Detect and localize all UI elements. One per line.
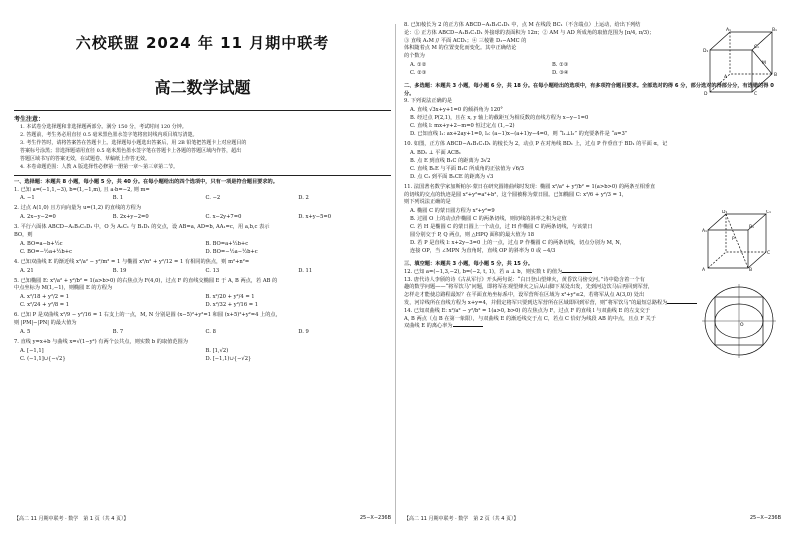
question-stem: 10. 如图，正方体 ABCD−A₁B₁C₁D₁ 的棱长为 2，动点 P 在对角线 BD₁ 上，过点 P 作垂直于 BD₁ 的平面 α，记 [404, 140, 668, 147]
option-B: B. 7 [112, 328, 124, 335]
cube-front-face [710, 50, 752, 92]
answer-blank-12[interactable] [562, 272, 592, 273]
option-B: B. BO=a+½b+c [205, 240, 249, 247]
option-C: C. x−2y+7=0 [205, 214, 242, 221]
question-stem: 3. 平行六面体 ABCD−A₁B₁C₁D₁ 中，O 为 A₁C₁ 与 B₁D₁ 的交点，设 AB=a, AD=b, AA₁=c，用 a,b,c 表示 [14, 224, 270, 231]
options [14, 347, 391, 363]
options [404, 61, 694, 77]
option-A: A. 2x−y−2=0 [20, 214, 56, 221]
question-6 [14, 312, 391, 339]
page-2-footer [404, 515, 781, 522]
option-D: D. [−1,1)∪{−√2} [205, 355, 252, 362]
question-2 [14, 205, 391, 224]
option-B: B. ①③ [552, 61, 569, 68]
svg-text:C₁: C₁ [766, 210, 771, 215]
question-line: A, B 两点（点 B 在第一象限），与双曲线 E 的渐近线交于点 C，若点 C 恰好为线段 AB 的中点，且点 F 关于 [404, 315, 656, 322]
spacer [14, 363, 391, 366]
question-line: 怎样走才能使总路程最短？在平面直角坐标系中，设军营所在区域为 x²+y²≤2，若将军从点 A(3,0) 处出 [404, 292, 645, 299]
question-stem: 中点坐标为 M(1,−1)，则椭圆 E 的方程为 [14, 285, 113, 292]
page-1-footer [14, 515, 391, 522]
option-C: C. 13 [205, 267, 220, 274]
question-11 [404, 184, 694, 258]
option-B: B. x²/20 + y²/4 = 1 [205, 294, 255, 301]
question-line: 13. 唐代诗人李颀的诗《古从军行》开头两句说：“白日登山望烽火，黄昏饮马傍交河。”诗中隐含着一个有 [404, 276, 645, 283]
option-C: C. (−1,1]∪{−√2} [20, 355, 66, 362]
answer-blank-14[interactable] [453, 326, 483, 327]
question-stem: 的个数为 [404, 53, 425, 60]
spacer [404, 255, 694, 258]
svg-text:P: P [732, 237, 735, 242]
option-D: D. BO=−½a−½b+c [205, 248, 258, 255]
footer-code: 25−X−236B [359, 515, 391, 521]
question-stem: 11. 法国著名数学家加斯帕尔·蒙日在研究圆锥曲线时发现：椭圆 x²/a² + y²/b² = 1(a>b>0) 的两条互相垂直 [404, 183, 656, 190]
option-A: A. [−1,1] [20, 347, 44, 354]
question-stem: 的切线的交点的轨迹是圆 x²+y²=a²+b²，这个圆被称为蒙日圆。已知椭圆 C: x²/6 + y²/3 = 1， [404, 191, 628, 198]
option-C: C. 直线 l: mx+y+2−m=0 恒过定点 (1,−2) [410, 122, 515, 129]
option-C: C. 8 [205, 328, 216, 335]
option-D: D. x+y−5=0 [298, 214, 332, 221]
question-12: 12. 已知 a=(−1,3,−2), b=(−2, t, 1)，若 a ⊥ b，则实数 t 的值为 [404, 269, 781, 277]
question-stem: 8. 已知棱长为 2 的正方体 ABCD−A₁B₁C₁D₁ 中，点 M 在线段 BC₁（不含端点）上运动，给出下列结 [404, 22, 641, 28]
notice-line: 4. 本卷命题范围：人教 A 版选择性必修第一册第一章～第三章第二节。 [20, 164, 179, 170]
option-A: A. 21 [20, 267, 34, 274]
option-A: A. x²/18 + y²/2 = 1 [20, 294, 70, 301]
question-9 [404, 98, 781, 141]
option-D: D. 点 C₁ 到平面 B₁CE 的距离为 √3 [410, 173, 494, 180]
question-line: 双曲线 E 的离心率为 [404, 323, 781, 331]
option-A: A. ①② [410, 61, 427, 68]
options [404, 106, 781, 138]
svg-text:B: B [774, 73, 778, 78]
spacer [404, 77, 694, 80]
svg-text:A: A [724, 75, 728, 80]
option-B: B. 2x+y−2=0 [112, 214, 149, 221]
notice-line: 答案标号涂黑；非选择题请用直径 0.5 毫米黑色墨水签字笔在答题卡上各题的答题区域内作答，超出 [20, 148, 242, 154]
page-1 [14, 22, 391, 522]
option-A: A. 直线 √3x+y+1=0 的倾斜角为 120° [410, 106, 503, 113]
question-3 [14, 224, 391, 259]
question-stem: 5. 已知椭圆 E: x²/a² + y²/b² = 1(a>b>0) 的右焦点为 F(4,0)，过点 F 的直线交椭圆 E 于 A, B 两点，若 AB 的 [14, 277, 278, 284]
notice-line: 1. 本试卷分选择题和非选择题两部分。满分 150 分，考试时间 120 分钟。 [20, 124, 187, 130]
notice-line: 3. 考生作答时，请将答案答在答题卡上。选择题每小题选出答案后，用 2B 铅笔把答题卡上对应题目的 [20, 140, 247, 146]
svg-text:D: D [704, 92, 708, 96]
option-C: C. 直线 B₁E 与平面 B₁C 所成角的正弦值为 √6/3 [410, 165, 524, 172]
option-D: D. 9 [298, 328, 309, 335]
question-stem: 1. 已知 a=(−1,1,−3), b=(1,−1,m), 且 a·b=−2, 则 m= [14, 186, 150, 193]
option-B: B. [1,√2) [205, 347, 229, 354]
option-A: A. BO=a−b+½c [20, 240, 63, 247]
svg-text:C: C [754, 92, 758, 96]
option-A: A. BD₁ ⊥ 平面 ACB₁ [410, 149, 461, 156]
option-B: B. 1 [112, 195, 124, 202]
notice-lines [14, 123, 391, 171]
question-stem: 则下列说法正确的是 [404, 199, 451, 206]
notice-line: 2. 答题前，考生务必用直径 0.5 毫米黑色墨水签字笔将密封线内项目填写清楚。 [20, 132, 198, 138]
cube-figure-q10 [702, 210, 774, 272]
options [404, 149, 694, 181]
question-5 [14, 278, 391, 313]
question-10 [404, 141, 694, 184]
option-undefined: 连接 OP，当 ∠MPN 为直角时，直线 OP 的斜率为 0 或 −4/3 [410, 248, 556, 255]
option-C: C. BO=−½a+½b+c [20, 248, 73, 255]
svg-text:A₁: A₁ [702, 229, 707, 234]
section-2-heading: 二、多选题：本题共 3 小题，每小题 6 分，共 18 分。在每小题给出的选项中，有多项符合题目要求。全部选对的得 6 分，部分选对的得部分分，有选错的得 0 分。 [404, 82, 774, 97]
svg-text:A: A [702, 268, 706, 272]
option-D: D. 2 [298, 195, 309, 202]
svg-text:O: O [740, 323, 744, 328]
question-stem: 9. 下列说法正确的是 [404, 98, 453, 105]
option-B: B. 经过点 P(2,1)，且在 x, y 轴上的截距互为相反数的直线方程为 x−y−1=0 [410, 114, 589, 121]
svg-text:D₁: D₁ [722, 210, 728, 215]
svg-text:C: C [767, 251, 771, 256]
options [14, 240, 391, 256]
svg-text:B₁: B₁ [772, 28, 777, 33]
question-stem: ③ 直线 A₁M // 平面 ACD₁；④ 三棱锥 D₁−AMC 的 [404, 37, 527, 44]
option-D: 圆分别交于 P, Q 两点，则 △HPQ 面积的最大值为 18 [410, 232, 535, 239]
option-A: A. 椭圆 C 的蒙日圆方程为 x²+y²=9 [410, 208, 495, 215]
cube-hidden-edges [710, 74, 772, 92]
question-stem: 则 |PM|−|PN| 的最大值为 [14, 319, 77, 326]
svg-text:B: B [749, 268, 753, 272]
option-D: D. x²/32 + y²/16 = 1 [205, 302, 259, 309]
page-2 [404, 22, 781, 522]
option-undefined: D. 若 P 是直线 l: x+2y−3=0 上的一点，过点 P 作椭圆 C 的两条切线，切点分别为 M, N， [410, 240, 625, 247]
column-divider [395, 24, 396, 524]
option-A: A. 5 [20, 328, 31, 335]
notice-box [14, 110, 391, 176]
question-stem: 2. 过点 A(1,0) 且方向向量为 u=(1,2) 的直线的方程为 [14, 205, 142, 212]
question-line: 发，河岸线所在直线方程为 x+y=4，并假定将军只要到达军营所在区域即回到军营，则“将军饮马”的最短总路程为 [404, 300, 781, 308]
question-1 [14, 187, 391, 206]
answer-blank-13[interactable] [667, 303, 697, 304]
section-3-heading: 三、填空题：本题共 3 小题，每小题 5 分，共 15 分。 [404, 261, 534, 268]
option-B: B. 19 [112, 267, 127, 274]
notice-heading: 考生注意： [14, 116, 45, 123]
option-D: D. 已知直线 l₁: ax+2ay+1=0, l₂: (a−1)x−(a+1)y−4=0，则 “l₁⊥l₂” 的充要条件是 “a=3” [410, 130, 628, 137]
option-D: D. 11 [298, 267, 313, 274]
option-C: C. 若 H 是椭圆 C 的蒙日圆上一个动点，过 H 作椭圆 C 的两条切线，与该蒙日 [410, 224, 593, 231]
footer-left: 【高二 11 月期中联考 · 数学 第 1 页（共 4 页）】 [14, 516, 129, 522]
left-questions [14, 187, 391, 366]
notice-line: 答题区域书写的答案无效，在试题卷、草稿纸上作答无效。 [20, 156, 151, 162]
option-A: A. −1 [20, 195, 35, 202]
cube-top-face [710, 32, 772, 50]
question-stem: 7. 直线 y=x+b 与曲线 x=√(1−y²) 有两个公共点，则实数 b 的取值范围为 [14, 338, 188, 345]
option-C: C. ②③ [410, 69, 427, 76]
question-stem: 论：① 正方体 ABCD−A₁B₁C₁D₁ 外接球的表面积为 12π；② AM 与 AD 所成角的取值范围为 [π/4, π/3)； [404, 29, 655, 36]
subject-title: 高二数学试题 [154, 78, 251, 97]
svg-text:C₁: C₁ [754, 45, 759, 50]
svg-text:M: M [762, 61, 766, 66]
options [14, 267, 391, 275]
options [14, 194, 391, 202]
monge-circle-figure [702, 284, 776, 358]
option-B: B. 过圆 O 上的动点作椭圆 C 的两条切线，则切线的斜率之积为定值 [410, 216, 567, 223]
svg-text:D₁: D₁ [703, 49, 709, 54]
svg-text:B₁: B₁ [749, 225, 754, 230]
options [14, 213, 391, 221]
footer-left: 【高二 11 月期中联考 · 数学 第 2 页（共 4 页）】 [404, 516, 519, 522]
question-line: 14. 已知双曲线 E: x²/a² − y²/b² = 1(a>0, b>0) 的左焦点为 F，过点 F 的直线 l 与双曲线 E 的左支交于 [404, 307, 650, 314]
question-stem: 体积随着点 M 的位置变化而变化。其中正确结论 [404, 45, 517, 52]
exam-title: 六校联盟 2024 年 11 月期中联考 [75, 34, 330, 52]
option-B: B. 点 E 到直线 B₁C 的距离为 3√2 [410, 157, 491, 164]
section-1-heading: 一、选择题：本题共 8 小题，每小题 5 分，共 40 分。在每小题给出的四个选项中，只有一项是符合题目要求的。 [14, 179, 278, 185]
option-C: C. x²/24 + y²/8 = 1 [20, 302, 70, 309]
question-4 [14, 259, 391, 278]
options [404, 207, 694, 255]
options [14, 293, 391, 309]
question-8 [404, 22, 694, 80]
question-line: 趣的数学问题——“将军饮马”问题，即将军在观望烽火之后从山脚下某处出发，先到河边饮马后再回到军营， [404, 284, 654, 291]
footer-code: 25−X−236B [749, 515, 781, 521]
option-C: C. −2 [205, 195, 221, 202]
question-stem: BO，则 [14, 231, 33, 238]
question-stem: 4. 已知双曲线 E 的渐近线 x²/a² − y²/m² = 1 与椭圆 x²/n² + y²/12 = 1 有相同的焦点，则 m²+n²= [14, 258, 250, 265]
option-D: D. ③④ [552, 69, 569, 76]
question-7 [14, 339, 391, 366]
question-stem: 6. 已知 P 是双曲线 x²/9 − y²/16 = 1 右支上的一点，M, N 分别是圆 (x−5)²+y²=1 和圆 (x+5)²+y²=4 上的点， [14, 312, 281, 319]
svg-text:A₁: A₁ [726, 28, 731, 33]
cube-figure-q8 [702, 26, 780, 96]
options [14, 328, 391, 336]
